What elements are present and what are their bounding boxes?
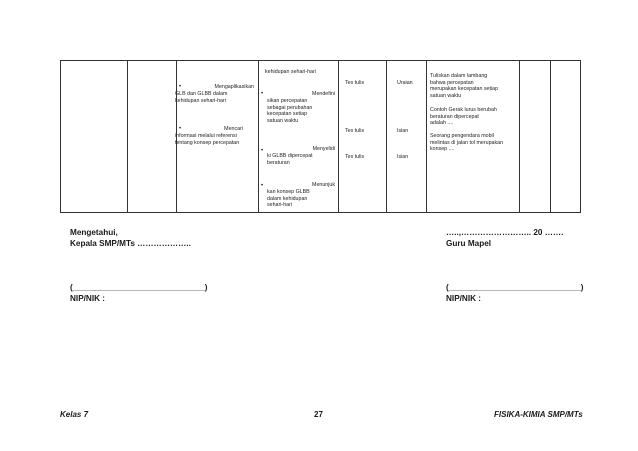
learning-activity-text: informasi melalui referensi tentang konsep percepatan: [175, 133, 240, 146]
instrument-example: Tuliskan dalam lambang bahwa percepatan merupakan kecepatan setiap satuan waktu: [430, 73, 499, 99]
learning-activity-text: GLB dan GLBB dalam kehidupan sehari-hari: [175, 91, 228, 104]
footer-subject: FISIKA-KIMIA SMP/MTs: [494, 410, 583, 419]
indicator-label: Menunjuk: [312, 182, 335, 188]
bullet-icon: •: [261, 91, 264, 97]
assessment-technique: Tes tulis: [345, 80, 365, 86]
indicator-label: Menyelidi: [312, 146, 335, 152]
assessment-form: Isian: [397, 128, 409, 134]
teacher-signature-blank: (_____________________________): [446, 283, 584, 292]
place-date-line: …..,…………………….. 20 …….: [446, 228, 564, 237]
lesson-plan-table: [60, 60, 581, 213]
table-column-divider: [338, 61, 339, 212]
indicator-text: sikan percepatan sebagai perubahan kecepatan setiap satuan waktu: [267, 98, 313, 124]
learning-activity-label: Mengaplikasikan: [214, 84, 254, 90]
learning-activity-label: Mencari: [224, 126, 243, 132]
bullet-icon: •: [179, 126, 182, 132]
instrument-example: Seorang pengendara mobil melintas di jalan tol merupakan konsep ....: [430, 133, 504, 153]
teacher-nip: NIP/NIK :: [446, 294, 482, 303]
instrument-example: Contoh Gerak lurus berubah beraturan dipercepat adalah ....: [430, 107, 497, 127]
bullet-icon: •: [261, 148, 264, 154]
assessment-technique: Tes tulis: [345, 128, 365, 134]
acknowledged-label: Mengetahui,: [70, 228, 118, 237]
footer-class: Kelas 7: [60, 410, 89, 419]
indicator-text: kan konsep GLBB dalam kehidupan sehari-hari: [267, 189, 310, 209]
indicator-label: Mendefini: [312, 91, 335, 97]
table-column-divider: [127, 61, 128, 212]
table-column-divider: [258, 61, 259, 212]
table-column-divider: [426, 61, 427, 212]
page-number: 27: [314, 410, 323, 419]
teacher-title: Guru Mapel: [446, 239, 492, 248]
principal-nip: NIP/NIK :: [70, 294, 106, 303]
table-column-divider: [386, 61, 387, 212]
principal-signature-blank: (_____________________________): [70, 283, 208, 292]
bullet-icon: •: [179, 84, 182, 90]
assessment-technique: Tes tulis: [345, 154, 365, 160]
principal-title: Kepala SMP/MTs ………………..: [70, 239, 191, 248]
indicator-text: ki GLBB dipercepat beraturan: [267, 153, 313, 166]
indicator-text: kehidupan sehari-hari: [265, 69, 316, 75]
assessment-form: Uraian: [397, 80, 413, 86]
assessment-form: Isian: [397, 154, 409, 160]
table-column-divider: [550, 61, 551, 212]
bullet-icon: •: [261, 183, 264, 189]
